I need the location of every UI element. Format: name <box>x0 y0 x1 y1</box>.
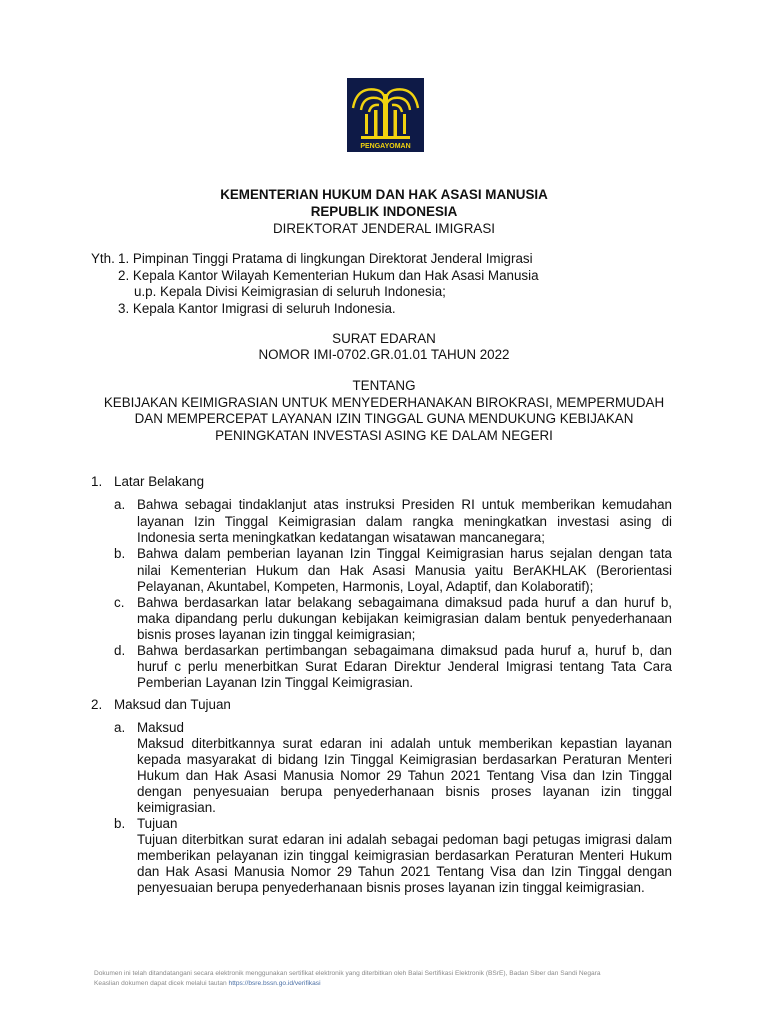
paragraph-line: Bahwa sebagai tindaklanjut atas instruksi Presiden RI untuk memberikan kemudahan <box>137 497 672 512</box>
item-letter: d. <box>114 643 126 658</box>
section-number: 2. <box>91 697 103 712</box>
letter-number: NOMOR IMI-0702.GR.01.01 TAHUN 2022 <box>258 347 510 362</box>
section-number: 1. <box>91 474 103 489</box>
item-letter: c. <box>114 595 125 610</box>
paragraph-line: keimigrasian. <box>137 800 216 815</box>
ministry-name: KEMENTERIAN HUKUM DAN HAK ASASI MANUSIA <box>220 187 548 202</box>
paragraph-line: layanan Izin Tinggal Keimigrasian dalam rangka meningkatkan investasi asing di <box>137 514 672 529</box>
addressee-item: 2. Kepala Kantor Wilayah Kementerian Hukum dan Hak Asasi Manusia <box>118 268 539 283</box>
paragraph-line: Pelayanan, Akuntabel, Kompeten, Harmonis, Loyal, Adaptif, dan Kolaboratif); <box>137 579 594 594</box>
item-letter: a. <box>114 720 126 735</box>
paragraph-line: Bahwa berdasarkan pertimbangan sebagaimana dimaksud pada huruf a, huruf b, dan <box>137 643 672 658</box>
addressee-item: u.p. Kepala Divisi Keimigrasian di seluruh Indonesia; <box>134 284 446 299</box>
verification-notice <box>94 980 321 987</box>
verification-link[interactable]: https://bsre.bssn.go.id/verifikasi <box>228 980 321 987</box>
logo-text: PENGAYOMAN <box>360 143 411 150</box>
paragraph-line: Bahwa berdasarkan latar belakang sebagaimana dimaksud pada huruf a dan huruf b, <box>137 595 672 610</box>
paragraph-line: Pemberian Layanan Izin Tinggal Keimigrasian. <box>137 675 414 690</box>
subject-line: PENINGKATAN INVESTASI ASING KE DALAM NEGERI <box>215 428 553 443</box>
item-heading: Tujuan <box>137 816 178 831</box>
paragraph-line: dengan penyesuaian berupa penyederhanaan bisnis proses layanan izin tinggal <box>137 784 672 799</box>
paragraph-line: Hukum dan Hak Asasi Manusia Nomor 29 Tahun 2021 Tentang Visa dan Izin Tinggal <box>137 768 672 783</box>
verification-text: Keaslian dokumen dapat dicek melalui tautan <box>94 980 227 987</box>
paragraph-line: Tujuan diterbitkan surat edaran ini adalah sebagai pedoman bagi petugas imigrasi dalam <box>137 832 672 847</box>
paragraph-line: nilai Kementerian Hukum dan Hak Asasi Manusia yaitu BerAKHLAK (Berorientasi <box>137 563 672 578</box>
paragraph-line: Maksud diterbitkannya surat edaran ini adalah untuk memberikan kepastian layanan <box>137 736 672 751</box>
paragraph-line: memberikan pelayanan izin tinggal keimigrasian berdasarkan Peraturan Menteri Hukum <box>137 848 672 863</box>
paragraph-line: kepada masyarakat di bidang Izin Tinggal Keimigrasian berdasarkan Peraturan Menteri <box>137 752 672 767</box>
item-letter: b. <box>114 546 126 561</box>
paragraph-line: Indonesia serta meningkatkan kedatangan wisatawan mancanegara; <box>137 530 545 545</box>
paragraph-line: bisnis proses layanan izin tinggal keimigrasian; <box>137 627 416 642</box>
addressee-item: 1. Pimpinan Tinggi Pratama di lingkungan Direktorat Jenderal Imigrasi <box>118 251 533 266</box>
section-title: Maksud dan Tujuan <box>114 697 231 712</box>
pengayoman-logo <box>347 78 424 152</box>
country-name: REPUBLIK INDONESIA <box>310 204 458 219</box>
paragraph-line: Bahwa dalam pemberian layanan Izin Tinggal Keimigrasian harus sejalan dengan tata <box>137 546 672 561</box>
paragraph-line: huruf c perlu menerbitkan Surat Edaran Direktur Jenderal Imigrasi tentang Tata Cara <box>137 659 672 674</box>
item-letter: a. <box>114 497 126 512</box>
item-letter: b. <box>114 816 126 831</box>
addressee-item: 3. Kepala Kantor Imigrasi di seluruh Indonesia. <box>118 301 396 316</box>
paragraph-line: maka dipandang perlu dukungan kebijakan keimigrasian dalam bentuk penyederhanaan <box>137 611 672 626</box>
paragraph-line: dan Hak Asasi Manusia Nomor 29 Tahun 2021 Tentang Visa dan Izin Tinggal dengan <box>137 864 672 879</box>
directorate-name: DIREKTORAT JENDERAL IMIGRASI <box>273 221 495 236</box>
addressee-prefix: Yth. <box>91 251 115 266</box>
item-heading: Maksud <box>137 720 184 735</box>
subject-line: DAN MEMPERCEPAT LAYANAN IZIN TINGGAL GUNA MENDUKUNG KEBIJAKAN <box>134 411 634 426</box>
subject-label: TENTANG <box>352 378 416 393</box>
letter-title: SURAT EDARAN <box>332 331 436 346</box>
paragraph-line: penyesuaian berupa penyederhanaan bisnis proses layanan izin tinggal keimigrasian. <box>137 880 645 895</box>
esignature-notice: Dokumen ini telah ditandatangani secara elektronik menggunakan sertifikat elektronik yang diterbitkan oleh Balai Sertifikasi Elektronik (BSrE), Badan Siber dan Sandi Negara <box>94 970 601 977</box>
section-title: Latar Belakang <box>114 474 205 489</box>
subject-line: KEBIJAKAN KEIMIGRASIAN UNTUK MENYEDERHANAKAN BIROKRASI, MEMPERMUDAH <box>103 395 665 410</box>
